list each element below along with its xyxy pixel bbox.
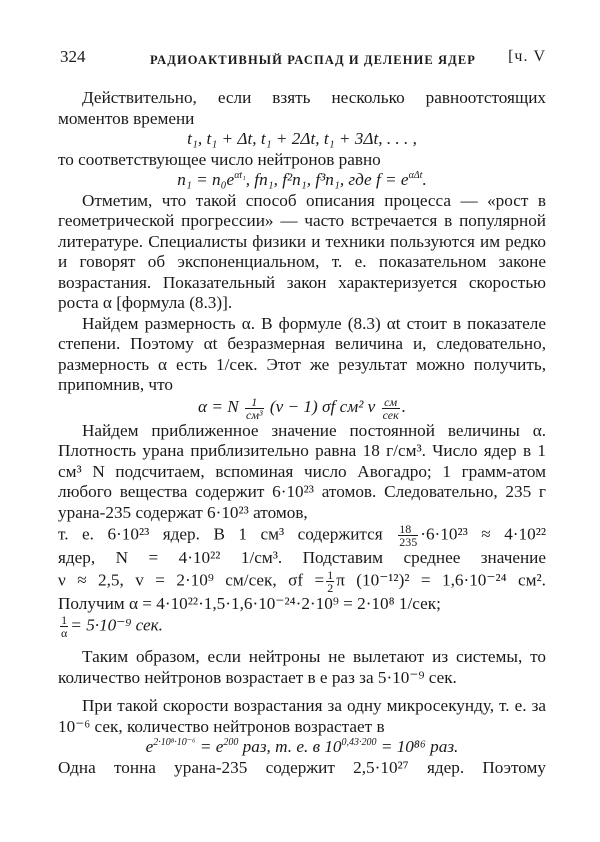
equation-growth: [58, 737, 546, 758]
eq4-end: = 10⁸⁶ раз.: [376, 737, 459, 756]
equation-alpha: [58, 396, 546, 421]
paragraph-7: При такой скорости возрастания за одну микросекунду, т. е. за 10⁻⁶ сек, количество нейтронов возрастает в: [58, 696, 546, 736]
p5d-fraction: [326, 569, 334, 594]
p5d-text-2: π (10⁻¹²)² = 1,6·10⁻²⁴ см².: [336, 569, 546, 589]
equation-times-text: t₁, t₁ + Δt, t₁ + 2Δt, t₁ + 3Δt, . . . ,: [187, 129, 417, 148]
p5f-fraction: [60, 614, 68, 639]
page-number: 324: [60, 47, 86, 66]
eq2-mid: , fn₁, f²n₁, f³n₁, где f = e: [245, 170, 409, 189]
p5d-frac-num: 1: [327, 567, 334, 582]
paragraph-3: Отметим, что такой способ описания процесса — «рост в геометрической прогрессии» — часто встречается в популярной литературе. Специалисты физики и техники пользуются им редко и говорят об экспоненциальном, т. е. показательном законе возрастания. Показательный закон характеризуется скоростью роста α [формула (8.3)].: [58, 190, 546, 312]
paragraph-8: Одна тонна урана-235 содержит 2,5·10²⁷ ядер. Поэтому: [58, 757, 546, 777]
paragraph-5f: [58, 614, 546, 639]
eq3-mid: (ν − 1) σf см² v: [269, 396, 376, 416]
p5b-text-2: ·6·10²³ ≈ 4·10²²: [420, 524, 547, 544]
p5f-frac-den: α: [61, 626, 68, 640]
p5f-text: = 5·10⁻⁹ сек.: [70, 615, 163, 635]
eq4-e3-exp: 0,43·200: [341, 737, 377, 748]
eq4-e1: e: [145, 737, 154, 756]
paragraph-1: Действительно, если взять несколько равноотстоящих моментов времени: [58, 88, 546, 128]
paragraph-5b: [58, 523, 546, 548]
paragraph-4: Найдем размерность α. В формуле (8.3) αt стоит в показателе степени. Поэтому αt безразмерная величина и, следовательно, размерность α есть 1/сек. Этот же результат можно получить, припомнив, что: [58, 313, 546, 394]
eq3-fraction-1: [245, 396, 264, 421]
eq3-frac2-den: сек: [382, 407, 399, 422]
p5d-text-1: ν ≈ 2,5, v = 2·10⁹ см/сек, σf =: [58, 569, 325, 589]
p5f-frac-num: 1: [61, 613, 68, 627]
eq4-mid: = e: [195, 737, 224, 756]
equation-neutrons: [58, 170, 546, 191]
eq3-end: .: [401, 396, 406, 416]
paragraph-5c: ядер, N = 4·10²² 1/см³. Подставим среднее значение: [58, 548, 546, 567]
paragraph-5d: [58, 569, 546, 594]
equation-times: [58, 129, 546, 150]
p5b-frac-den: 235: [399, 535, 418, 549]
eq3-frac2-num: см: [382, 396, 400, 409]
eq3-a: α = N: [198, 396, 239, 416]
eq2-exp: αt₁: [234, 170, 246, 181]
paragraph-2: то соответствующее число нейтронов равно: [58, 149, 381, 169]
eq3-frac1-num: 1: [245, 396, 264, 409]
eq4-e2-exp: 200: [223, 737, 239, 748]
running-title: РАДИОАКТИВНЫЙ РАСПАД И ДЕЛЕНИЕ ЯДЕР: [150, 53, 477, 67]
paragraph-5a: Найдем приближенное значение постоянной величины α. Плотность урана приблизительно равна 18 г/см³. Число ядер в 1 см³ N подсчитаем, вспоминая число Авогадро; 1 грамм-атом любого вещества содержит 6·10²³ атомов. Следовательно, 235 г урана-235 содержат 6·10²³ атомов,: [58, 420, 546, 522]
eq2-left: n₁ = n₀e: [177, 170, 235, 189]
p5d-frac-den: 2: [327, 580, 334, 595]
p5b-fraction: [398, 523, 418, 548]
p5b-text-1: т. е. 6·10²³ ядер. В 1 см³ содержится: [58, 524, 383, 544]
eq4-e1-exp: 2·10⁸·10⁻⁶: [153, 737, 196, 748]
eq4-mid2: раз, т. е. в 10: [238, 737, 342, 756]
chapter-marker: [ч. V: [508, 48, 546, 65]
eq2-exp2: αΔt: [408, 170, 423, 181]
eq3-fraction-2: [382, 396, 400, 421]
page-body: [58, 88, 546, 778]
p5b-frac-num: 18: [398, 523, 418, 536]
eq2-end: .: [422, 170, 427, 189]
paragraph-6: Таким образом, если нейтроны не вылетают из системы, то количество нейтронов возрастает в e раз за 5·10⁻⁹ сек.: [58, 647, 546, 687]
eq3-frac1-den: см³: [246, 407, 263, 422]
paragraph-5e: Получим α = 4·10²²·1,5·1,6·10⁻²⁴·2·10⁹ = 2·10⁸ 1/сек;: [58, 593, 441, 613]
